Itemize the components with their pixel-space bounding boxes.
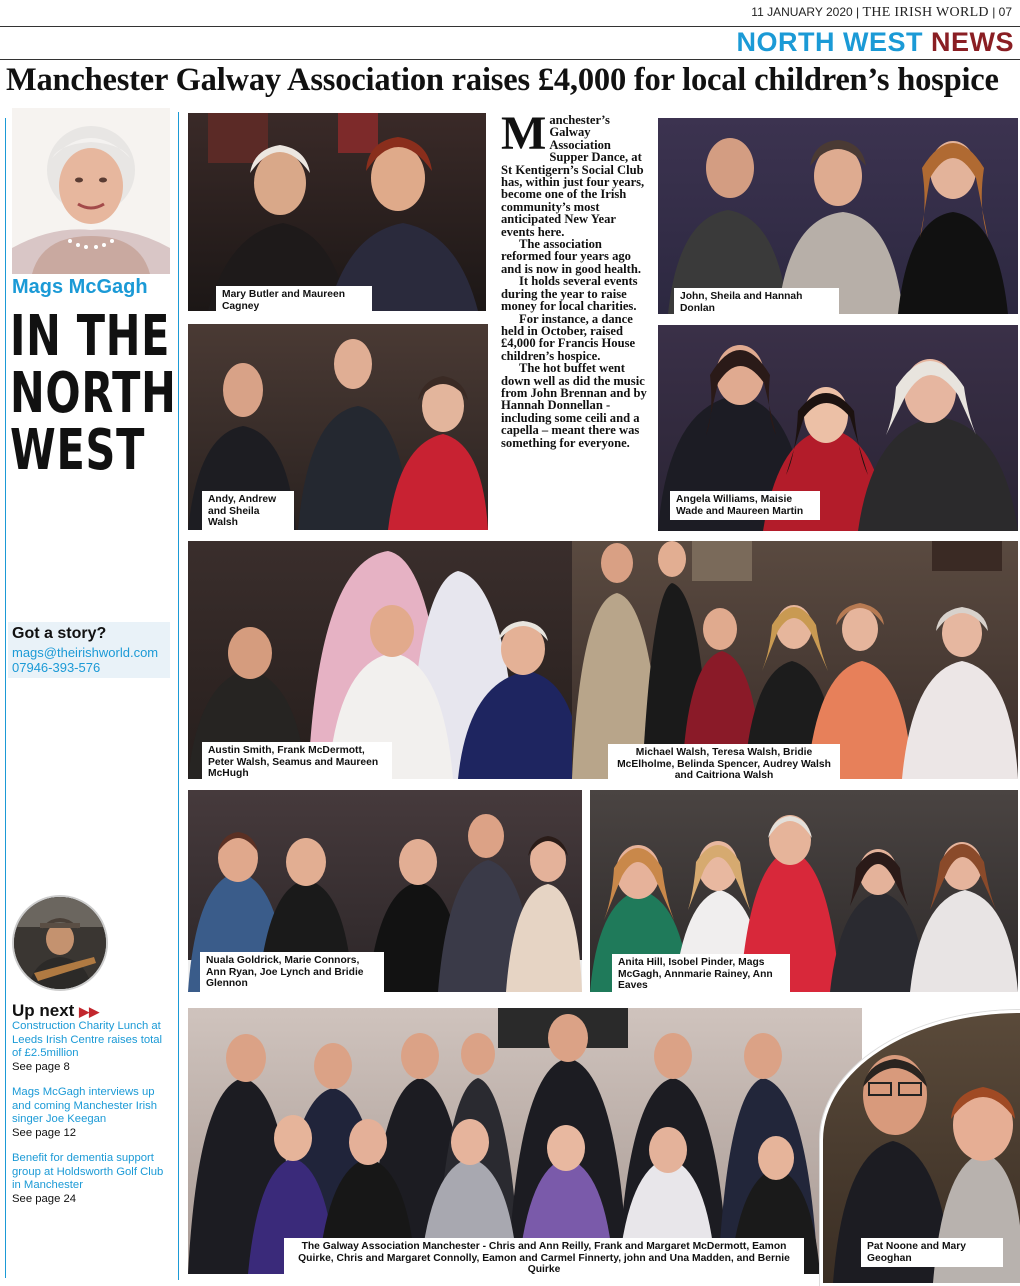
column-title-line1: IN THE: [10, 304, 171, 369]
up-next-page: See page 24: [12, 1192, 77, 1205]
sidebar-left-rule: [5, 118, 6, 1278]
photo-illustration: [188, 1008, 862, 1274]
portrait-illustration: [12, 108, 170, 274]
up-next-headline: Mags McGagh interviews up and coming Manchester Irish singer Joe Keegan: [12, 1086, 158, 1125]
photo-illustration: [658, 118, 1018, 314]
up-next-headline: Benefit for dementia support group at Holdsworth Golf Club in Manchester: [12, 1152, 164, 1191]
section-rule: [0, 59, 1020, 60]
photo-caption: Pat Noone and Mary Geoghan: [861, 1238, 1003, 1267]
page-number: 07: [998, 5, 1012, 19]
photo-galway-association-group: [188, 1008, 862, 1274]
up-next-item[interactable]: [12, 1020, 172, 1074]
photo-hill-pinder-mcgagh: [590, 790, 1018, 992]
photo-caption: Andy, Andrew and Sheila Walsh: [202, 491, 294, 530]
section-label: [736, 27, 1014, 58]
column-title-line2: NORTH: [10, 361, 177, 426]
section-news: NEWS: [931, 27, 1014, 57]
up-next-heading: [12, 1001, 99, 1021]
article-body: [501, 107, 651, 450]
photo-donlan-family: [658, 118, 1018, 314]
up-next-headline: Construction Charity Lunch at Leeds Irish Centre raises total of £2.5million: [12, 1020, 163, 1059]
columnist-portrait: [12, 108, 170, 274]
issue-date: 11 JANUARY 2020: [751, 5, 853, 19]
photo-caption: Anita Hill, Isobel Pinder, Mags McGagh, Annmarie Rainey, Ann Eaves: [612, 954, 790, 992]
photo-caption: John, Sheila and Hannah Donlan: [674, 288, 839, 314]
article-paragraph: The hot buffet went down well as did the music from John Brennan and by Hannah Donnellan - including some ceili and a capella – meant there was something for everyone.: [501, 361, 647, 450]
photo-caption: The Galway Association Manchester - Chris and Ann Reilly, Frank and Margaret McDermott, Eamon Quirke, Chris and Margaret Connolly, Eamon and Carmel Finnerty, john and Una Madden, and Bernie Quirke: [284, 1238, 804, 1274]
photo-caption: Angela Williams, Maisie Wade and Maureen Martin: [670, 491, 820, 520]
double-chevron-right-icon: ▶▶: [79, 1004, 100, 1019]
up-next-item[interactable]: [12, 1086, 172, 1140]
photo-williams-wade-martin: [658, 325, 1018, 531]
article-paragraph: The association reformed four years ago and is now in good health.: [501, 237, 641, 276]
photo-walsh-mcelholme-spencer: [572, 541, 1018, 779]
article-paragraph: anchester’s Galway Association Supper Dance, at St Kentigern’s Social Club has, within just four years, become one of the Irish community’s most anticipated New Year events here.: [501, 113, 645, 239]
column-title-line3: WEST: [10, 418, 146, 483]
up-next-page: See page 8: [12, 1060, 70, 1073]
contact-box: [8, 622, 170, 678]
publication-name: THE IRISH WORLD: [862, 5, 989, 20]
dateline: 11 JANUARY 2020 | THE IRISH WORLD | 07: [751, 5, 1012, 20]
got-story-heading: Got a story?: [12, 625, 107, 642]
article-paragraph: It holds several events during the year to raise money for local charities.: [501, 274, 638, 314]
drop-cap: M: [501, 107, 547, 160]
photo-illustration: [188, 113, 486, 311]
contact-phone[interactable]: 07946-393-576: [12, 660, 101, 675]
photo-walsh-family: [188, 324, 488, 530]
photo-smith-mcdermott-walsh-mchugh: [188, 541, 582, 779]
photo-caption: Michael Walsh, Teresa Walsh, Bridie McElholme, Belinda Spencer, Audrey Walsh and Caitriona Walsh: [608, 744, 840, 779]
up-next-page: See page 12: [12, 1126, 77, 1139]
columnist-name: Mags McGagh: [12, 276, 148, 298]
page-headline: Manchester Galway Association raises £4,000 for local children’s hospice: [6, 62, 999, 98]
up-next-label: Up next: [12, 1001, 75, 1020]
article-paragraph: For instance, a dance held in October, raised £4,000 for Francis House children’s hospice.: [501, 311, 636, 363]
singer-avatar: [12, 895, 108, 991]
photo-caption: Mary Butler and Maureen Cagney: [216, 286, 372, 311]
section-region: NORTH WEST: [736, 27, 923, 57]
photo-caption: Nuala Goldrick, Marie Connors, Ann Ryan, Joe Lynch and Bridie Glennon: [200, 952, 384, 992]
photo-caption: Austin Smith, Frank McDermott, Peter Walsh, Seamus and Maureen McHugh: [202, 742, 392, 779]
photo-mary-maureen: [188, 113, 486, 311]
photo-goldrick-connors-ryan: [188, 790, 582, 992]
singer-illustration: [14, 897, 106, 989]
column-title: [10, 304, 177, 483]
contact-email[interactable]: mags@theirishworld.com: [12, 645, 159, 660]
up-next-item[interactable]: [12, 1152, 172, 1206]
